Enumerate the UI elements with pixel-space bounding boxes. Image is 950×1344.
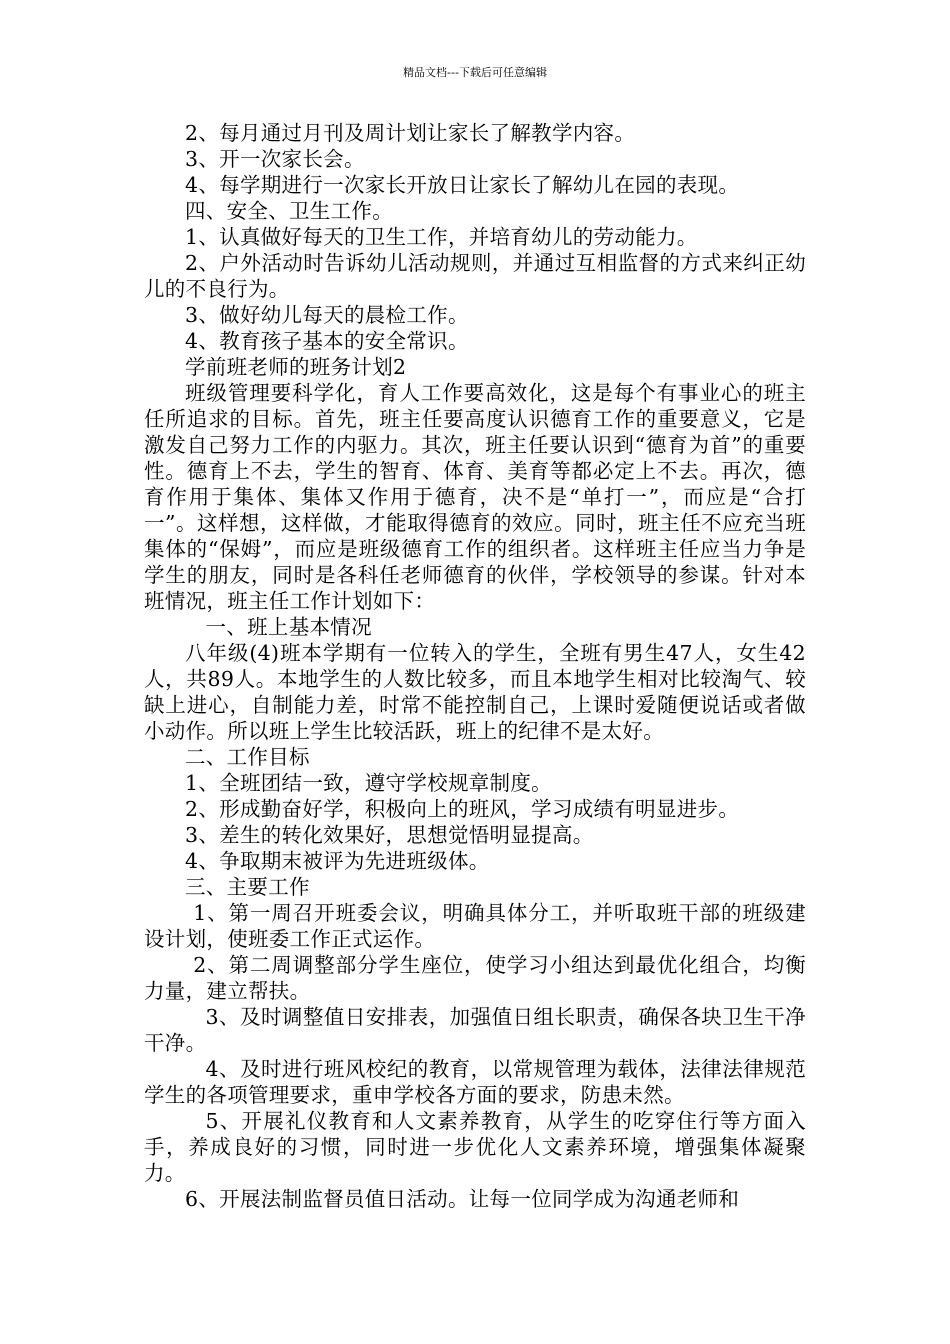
paragraph: 2、每月通过月刊及周计划让家长了解教学内容。 [185,121,636,145]
paragraph: 5、开展礼仪教育和人文素养教育，从学生的吃穿住行等方面入手，养成良好的习惯，同时进一步优化人文素养环境，增强集体凝聚力。 [144,1109,806,1185]
document-title: 学前班老师的班务计划2 [185,355,407,379]
section-heading: 二、工作目标 [185,745,310,769]
paragraph: 班级管理要科学化，育人工作要高效化，这是每个有事业心的班主任所追求的目标。首先，班主任要高度认识德育工作的重要意义，它是激发自己努力工作的内驱力。其次，班主任要认识到“德育为首”的重要性。德育上不去，学生的智育、体育、美育等都必定上不去。再次，德育作用于集体、集体又作用于德育，决不是“单打一”，而应是“合打一”。这样想，这样做，才能取得德育的效应。同时，班主任不应充当班集体的“保姆”，而应是班级德育工作的组织者。这样班主任应当力争是学生的朋友，同时是各科任老师德育的伙伴，学校领导的参谋。针对本班情况，班主任工作计划如下： [144,381,806,613]
paragraph: 八年级(4)班本学期有一位转入的学生，全班有男生47人，女生42人，共89人。本地学生的人数比较多，而且本地学生相对比较淘气、较缺上进心，自制能力差，时常不能控制自己，上课时爱随便说话或者做小动作。所以班上学生比较活跃，班上的纪律不是太好。 [144,641,806,743]
paragraph: 4、教育孩子基本的安全常识。 [185,329,469,353]
paragraph: 4、每学期进行一次家长开放日让家长了解幼儿在园的表现。 [185,173,740,197]
paragraph: 4、及时进行班风校纪的教育，以常规管理为载体，法律法律规范学生的各项管理要求，重申学校各方面的要求，防患未然。 [144,1057,806,1107]
paragraph: 2、形成勤奋好学，积极向上的班风，学习成绩有明显进步。 [185,797,740,821]
page-header: 精品文档---下载后可任意编辑 [403,66,547,79]
paragraph: 1、认真做好每天的卫生工作，并培育幼儿的劳动能力。 [185,225,698,249]
paragraph: 2、第二周调整部分学生座位，使学习小组达到最优化组合，均衡力量，建立帮扶。 [144,953,806,1003]
paragraph: 3、差生的转化效果好，思想觉悟明显提高。 [185,823,594,847]
section-heading: 四、安全、卫生工作。 [185,199,393,223]
paragraph: 6、开展法制监督员值日活动。让每一位同学成为沟通老师和 [185,1187,740,1211]
paragraph: 2、户外活动时告诉幼儿活动规则，并通过互相监督的方式来纠正幼儿的不良行为。 [144,251,806,301]
paragraph: 4、争取期末被评为先进班级体。 [185,849,490,873]
paragraph: 1、全班团结一致，遵守学校规章制度。 [185,771,552,795]
paragraph: 3、及时调整值日安排表，加强值日组长职责，确保各块卫生干净干净。 [144,1005,806,1055]
paragraph: 1、第一周召开班委会议，明确具体分工，并听取班干部的班级建设计划，使班委工作正式运作。 [144,901,806,951]
paragraph: 3、开一次家长会。 [185,147,365,171]
section-heading: 一、班上基本情况 [205,615,372,639]
document-body [144,120,806,1212]
section-heading: 三、主要工作 [185,875,310,899]
paragraph: 3、做好幼儿每天的晨检工作。 [185,303,469,327]
